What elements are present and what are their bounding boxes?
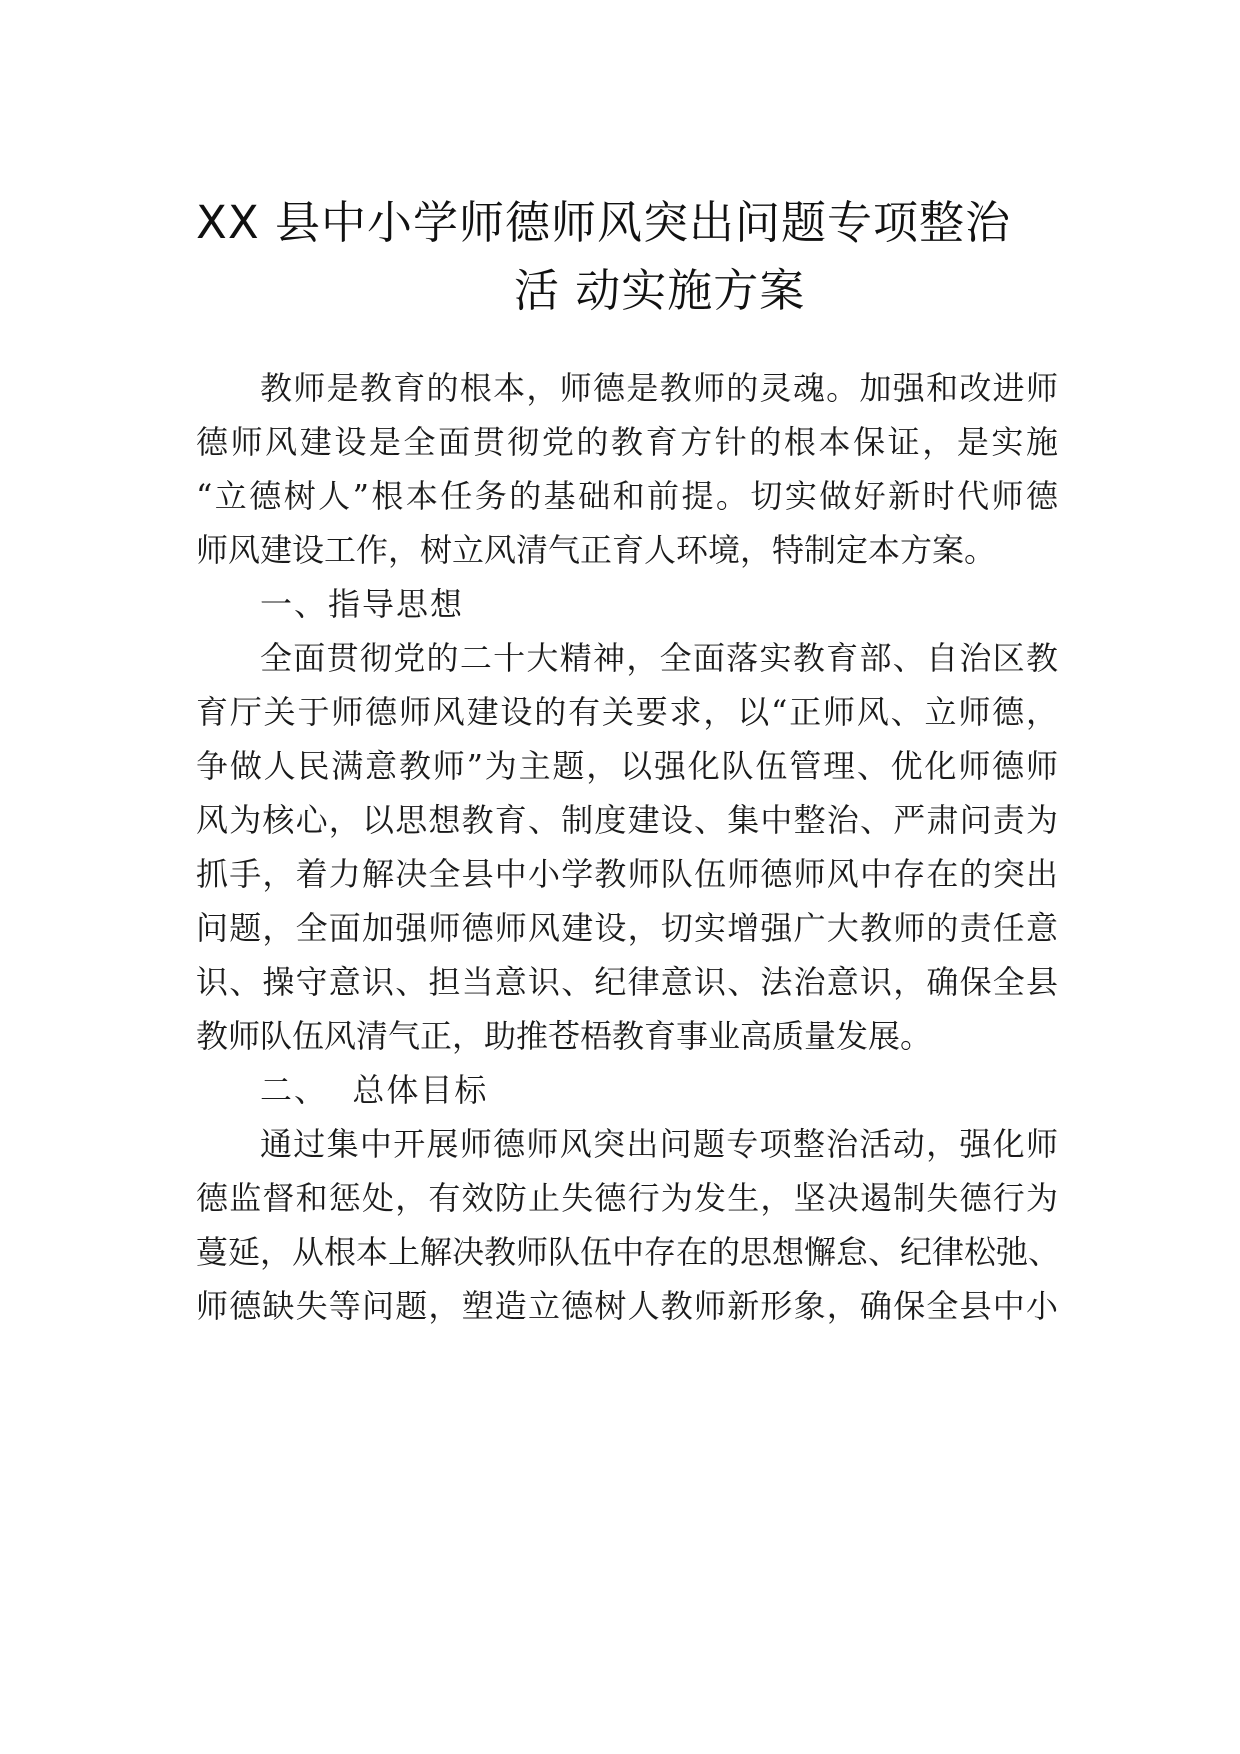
intro-paragraph-line: 师风建设工作，树立风清气正育人环境，特制定本方案。 xyxy=(196,531,997,569)
intro-paragraph-line: 德师风建设是全面贯彻党的教育方针的根本保证，是实施 xyxy=(196,423,1058,461)
section1-paragraph-line: 识、操守意识、担当意识、纪律意识、法治意识，确保全县 xyxy=(196,963,1058,1001)
section2-paragraph-line: 蔓延，从根本上解决教师队伍中存在的思想懈怠、纪律松弛、 xyxy=(196,1233,1061,1271)
section1-paragraph-line: 育厅关于师德师风建设的有关要求，以“正师风、立师德， xyxy=(196,693,1058,731)
section2-paragraph-line: 通过集中开展师德师风突出问题专项整治活动，强化师 xyxy=(260,1125,1058,1163)
intro-paragraph-line: 教师是教育的根本，师德是教师的灵魂。加强和改进师 xyxy=(260,369,1058,407)
section1-paragraph-line: 全面贯彻党的二十大精神，全面落实教育部、自治区教 xyxy=(260,639,1058,677)
section1-paragraph-line: 抓手，着力解决全县中小学教师队伍师德师风中存在的突出 xyxy=(196,855,1058,893)
section1-paragraph-line: 争做人民满意教师”为主题，以强化队伍管理、优化师德师 xyxy=(196,747,1058,785)
section1-paragraph-line: 问题，全面加强师德师风建设，切实增强广大教师的责任意 xyxy=(196,909,1058,947)
section-heading-guiding-ideology: 一、指导思想 xyxy=(260,585,465,623)
section2-paragraph-line: 师德缺失等问题，塑造立德树人教师新形象，确保全县中小 xyxy=(196,1287,1058,1325)
document-title-line-1: XX 县中小学师德师风突出问题专项整治 xyxy=(196,196,1011,249)
section-heading-overall-goal: 二、 总体目标 xyxy=(260,1071,489,1109)
section1-paragraph-line: 风为核心，以思想教育、制度建设、集中整治、严肃问责为 xyxy=(196,801,1058,839)
section1-paragraph-line: 教师队伍风清气正，助推苍梧教育事业高质量发展。 xyxy=(196,1017,933,1055)
document-title-line-2: 活 动实施方案 xyxy=(514,264,806,317)
intro-paragraph-line: “立德树人”根本任务的基础和前提。切实做好新时代师德 xyxy=(196,477,1058,515)
section2-paragraph-line: 德监督和惩处，有效防止失德行为发生，坚决遏制失德行为 xyxy=(196,1179,1058,1217)
